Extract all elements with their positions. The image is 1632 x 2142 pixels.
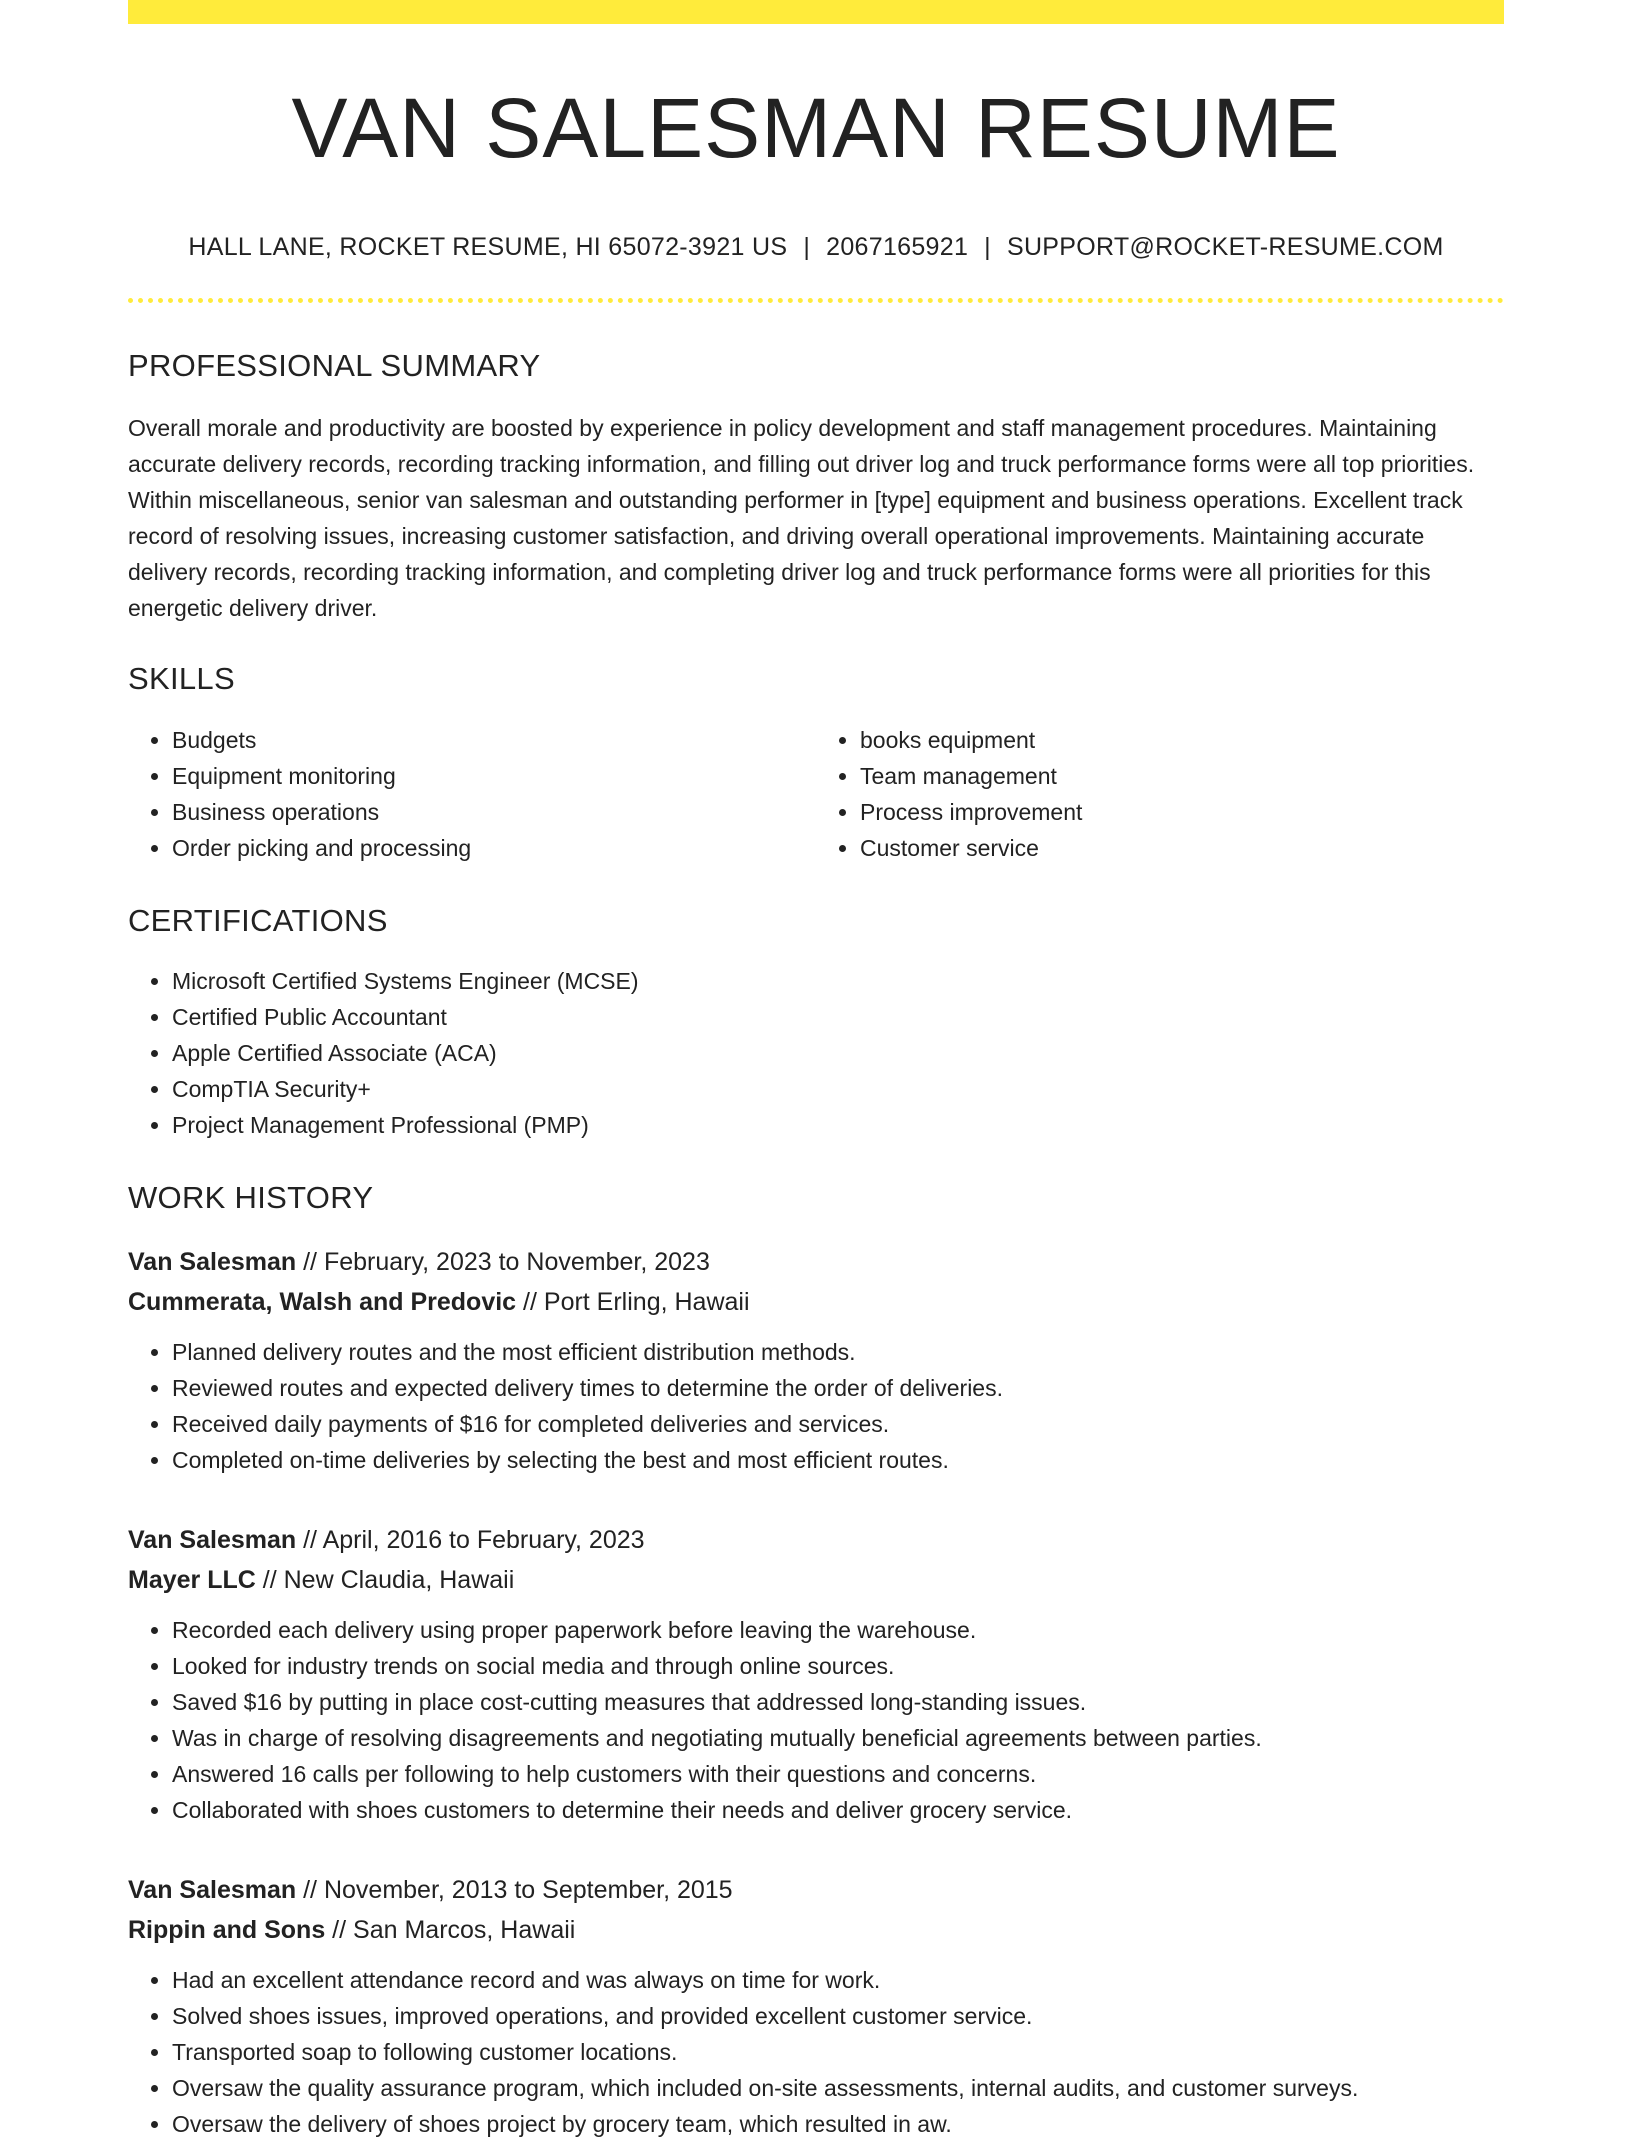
job-title-line: [128, 1520, 1504, 1560]
job-dates: April, 2016 to February, 2023: [322, 1525, 645, 1554]
contact-line: [128, 232, 1504, 262]
job-delimiter: //: [303, 1875, 318, 1904]
skills-grid: [128, 722, 1504, 866]
job-company: Mayer LLC: [128, 1565, 256, 1594]
resume-title: VAN SALESMAN RESUME: [291, 81, 1341, 175]
job-role: Van Salesman: [128, 1875, 297, 1904]
job-delimiter: //: [332, 1915, 347, 1944]
skills-heading: SKILLS: [128, 661, 235, 697]
certification-item: • Apple Certified Associate (ACA): [172, 1035, 1504, 1071]
job-bullets: [128, 1962, 1504, 2142]
job-bullet: • Completed on-time deliveries by selecting the best and most efficient routes.: [172, 1442, 1504, 1478]
job-title-line: [128, 1242, 1504, 1282]
summary-text: Overall morale and productivity are boosted by experience in policy development and staff management procedures. Maintaining accurate delivery records, recording tracking information, and filling out driver log and truck performance forms were all top priorities. Within miscellaneous, senior van salesman and outstanding performer in [type] equipment and business operations. Excellent track record of resolving issues, increasing customer satisfaction, and driving overall operational improvements. Maintaining accurate delivery records, recording tracking information, and completing driver log and truck performance forms were all priorities for this energetic delivery driver.: [128, 415, 1475, 622]
job-entry: [128, 1870, 1504, 2142]
job-bullet: • Planned delivery routes and the most efficient distribution methods.: [172, 1334, 1504, 1370]
job-bullets: [128, 1612, 1504, 1828]
skill-item: • Business operations: [172, 794, 816, 830]
job-location: San Marcos, Hawaii: [353, 1915, 576, 1944]
job-bullet: • Answered 16 calls per following to help customers with their questions and concerns.: [172, 1756, 1504, 1792]
contact-separator: |: [984, 233, 991, 262]
certifications-list: [128, 963, 1504, 1143]
job-bullets: [128, 1334, 1504, 1478]
certification-item: • Certified Public Accountant: [172, 999, 1504, 1035]
job-location: Port Erling, Hawaii: [543, 1287, 750, 1316]
work-history-heading: WORK HISTORY: [128, 1179, 374, 1215]
job-role: Van Salesman: [128, 1247, 297, 1276]
job-entry: [128, 1520, 1504, 1828]
job-bullet: • Received daily payments of $16 for completed deliveries and services.: [172, 1406, 1504, 1442]
job-bullet: • Had an excellent attendance record and was always on time for work.: [172, 1962, 1504, 1998]
skill-item: • Process improvement: [860, 794, 1504, 830]
job-location: New Claudia, Hawaii: [283, 1565, 515, 1594]
contact-email: SUPPORT@ROCKET-RESUME.COM: [1006, 233, 1444, 262]
job-dates: February, 2023 to November, 2023: [323, 1247, 710, 1276]
skill-item: • Budgets: [172, 722, 816, 758]
job-bullet: • Was in charge of resolving disagreements and negotiating mutually beneficial agreements between parties.: [172, 1720, 1504, 1756]
skills-list-right: [816, 722, 1504, 866]
job-bullet: • Reviewed routes and expected delivery times to determine the order of deliveries.: [172, 1370, 1504, 1406]
job-company-line: [128, 1910, 1504, 1950]
certification-item: • Microsoft Certified Systems Engineer (MCSE): [172, 963, 1504, 999]
job-company: Rippin and Sons: [128, 1915, 326, 1944]
job-dates: November, 2013 to September, 2015: [323, 1875, 733, 1904]
job-bullet: • Oversaw the delivery of shoes project by grocery team, which resulted in aw.: [172, 2106, 1504, 2142]
job-entry: [128, 1242, 1504, 1478]
contact-address: HALL LANE, ROCKET RESUME, HI 65072-3921 US: [188, 233, 788, 262]
skill-item: • Equipment monitoring: [172, 758, 816, 794]
skill-item: • Order picking and processing: [172, 830, 816, 866]
job-bullet: • Solved shoes issues, improved operations, and provided excellent customer service.: [172, 1998, 1504, 2034]
resume-page: [128, 0, 1504, 2142]
job-delimiter: //: [523, 1287, 537, 1316]
certifications-heading: CERTIFICATIONS: [128, 902, 388, 938]
job-bullet: • Saved $16 by putting in place cost-cutting measures that addressed long-standing issues.: [172, 1684, 1504, 1720]
summary-heading: PROFESSIONAL SUMMARY: [128, 348, 541, 384]
skill-item: • Customer service: [860, 830, 1504, 866]
job-company-line: [128, 1560, 1504, 1600]
accent-bar: [128, 0, 1504, 24]
skills-list-left: [128, 722, 816, 866]
job-company-line: [128, 1282, 1504, 1322]
job-bullet: • Recorded each delivery using proper paperwork before leaving the warehouse.: [172, 1612, 1504, 1648]
contact-phone: 2067165921: [826, 233, 969, 262]
job-company: Cummerata, Walsh and Predovic: [128, 1287, 517, 1316]
job-bullet: • Collaborated with shoes customers to determine their needs and deliver grocery service.: [172, 1792, 1504, 1828]
dotted-divider: [128, 298, 1504, 303]
certification-item: • CompTIA Security+: [172, 1071, 1504, 1107]
skill-item: • Team management: [860, 758, 1504, 794]
job-bullet: • Looked for industry trends on social media and through online sources.: [172, 1648, 1504, 1684]
job-delimiter: //: [262, 1565, 277, 1594]
job-role: Van Salesman: [128, 1525, 297, 1554]
job-bullet: • Transported soap to following customer locations.: [172, 2034, 1504, 2070]
job-delimiter: //: [303, 1247, 318, 1276]
job-bullet: • Oversaw the quality assurance program, which included on-site assessments, internal audits, and customer surveys.: [172, 2070, 1504, 2106]
job-title-line: [128, 1870, 1504, 1910]
certification-item: • Project Management Professional (PMP): [172, 1107, 1504, 1143]
contact-separator: |: [803, 233, 811, 262]
job-delimiter: //: [303, 1525, 318, 1554]
skill-item: • books equipment: [860, 722, 1504, 758]
